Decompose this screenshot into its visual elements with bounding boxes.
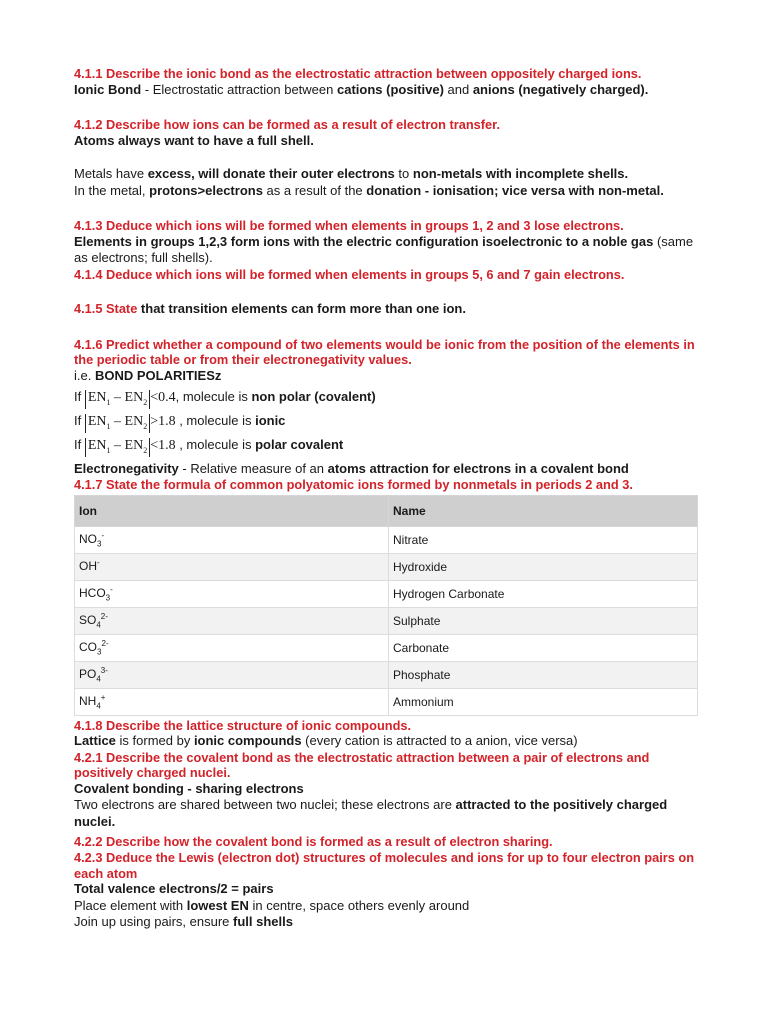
ion-formula-base: HCO xyxy=(79,585,106,600)
text-bold: BOND POLARITIESz xyxy=(94,368,222,384)
text-fragment: Two electrons are shared between two nuclei; these electrons are xyxy=(74,797,456,813)
ion-formula-base: CO xyxy=(79,639,97,654)
text-bold: ionic compounds xyxy=(193,733,302,749)
electronegativity-definition xyxy=(74,461,708,478)
text-fragment: If xyxy=(74,436,85,452)
threshold-value: <0.4 xyxy=(150,389,176,405)
heading-4-1-7: 4.1.7 State the formula of common polyatomic ions formed by nonmetals in periods 2 and 3. xyxy=(74,477,633,493)
formula-ionic xyxy=(74,409,708,433)
ion-charge: 2- xyxy=(100,611,108,621)
en-symbol: EN xyxy=(87,437,107,453)
text-bold: donation - ionisation; vice versa with non-metal. xyxy=(366,182,664,198)
ion-name-cell: Hydrogen Carbonate xyxy=(389,580,698,607)
ion-formula-base: NO xyxy=(79,531,97,546)
minus: – xyxy=(110,413,125,429)
en-sub: 2 xyxy=(143,445,148,455)
text-fragment: - Electrostatic attraction between xyxy=(141,81,337,97)
table-row xyxy=(75,526,698,553)
en-sub: 2 xyxy=(143,421,148,431)
text-bold: excess, will donate their outer electrons xyxy=(147,166,395,182)
en-sub: 1 xyxy=(106,397,111,407)
term-ionic-bond: Ionic Bond xyxy=(74,81,142,97)
valence-pairs-line xyxy=(74,881,708,898)
ion-name-cell: Sulphate xyxy=(389,607,698,634)
groups-123-text xyxy=(74,234,708,267)
heading-4-2-3: 4.2.3 Deduce the Lewis (electron dot) structures of molecules and ions for up to four electron pairs on each atom xyxy=(74,850,695,881)
text-bold: that transition elements can form more than one ion. xyxy=(137,301,466,317)
text-fragment: , molecule is xyxy=(175,388,252,404)
covalent-bonding-title xyxy=(74,781,708,798)
table-row xyxy=(75,553,698,580)
ion-charge: + xyxy=(100,692,106,702)
ion-charge: 2- xyxy=(101,638,109,648)
text-bold: full shells xyxy=(232,914,293,930)
text-fragment: , molecule is xyxy=(175,436,256,452)
table-header-row xyxy=(75,495,698,526)
ion-formula-base: PO xyxy=(79,666,97,681)
text-fragment: and xyxy=(443,81,473,97)
table-row xyxy=(75,607,698,634)
ion-formula-subscript: 3 xyxy=(97,647,102,657)
text-fragment: If xyxy=(74,388,85,404)
heading-4-1-2: 4.1.2 Describe how ions can be formed as a result of electron transfer. xyxy=(74,117,500,133)
text-fragment: Place element with xyxy=(74,897,187,913)
text-red: 4.1.5 State xyxy=(74,301,138,317)
formula-nonpolar xyxy=(74,385,708,409)
full-shell-line xyxy=(74,133,708,150)
text-bold: Atoms always want to have a full shell. xyxy=(74,132,314,148)
abs-en-difference xyxy=(85,390,150,410)
text-fragment: Metals have xyxy=(74,166,148,182)
ion-charge: - xyxy=(110,584,113,594)
ion-formula-base: SO xyxy=(79,612,97,627)
text-fragment: , molecule is xyxy=(175,412,256,428)
text-bold: Elements in groups 1,2,3 form ions with the electric configuration isoelectronic to a noble gas xyxy=(74,233,654,249)
abs-en-difference xyxy=(85,438,150,458)
covalent-bonding-text xyxy=(74,797,708,830)
ion-formula-subscript: 4 xyxy=(96,701,101,711)
ion-formula-cell xyxy=(75,661,389,688)
ion-name-cell: Carbonate xyxy=(389,634,698,661)
text-fragment: in centre, space others evenly around xyxy=(248,897,470,913)
table-row xyxy=(75,661,698,688)
abs-en-difference xyxy=(85,414,150,434)
ion-formula-subscript: 3 xyxy=(105,593,111,603)
heading-4-1-5 xyxy=(74,301,708,318)
text-bold: non polar (covalent) xyxy=(251,388,376,404)
text-bold: atoms attraction for electrons in a covalent bond xyxy=(327,460,629,476)
table-body xyxy=(75,526,698,715)
text-bold: Lattice xyxy=(74,733,116,749)
minus: – xyxy=(110,389,125,405)
text-bold: protons>electrons xyxy=(149,182,263,198)
ion-formula-cell xyxy=(75,634,389,661)
ion-formula-subscript: 4 xyxy=(96,674,101,684)
formula-polar-covalent xyxy=(74,433,708,457)
ion-formula-base: OH xyxy=(79,558,97,573)
ion-formula-cell xyxy=(75,607,389,634)
en-sub: 1 xyxy=(106,421,111,431)
table-row xyxy=(75,688,698,715)
ion-formula-cell xyxy=(75,526,389,553)
lattice-text xyxy=(74,733,708,750)
text-fragment: Join up using pairs, ensure xyxy=(74,914,233,930)
minus: – xyxy=(110,437,125,453)
table-row xyxy=(75,634,698,661)
column-header-name: Name xyxy=(389,495,698,526)
text-bold: Covalent bonding - sharing electrons xyxy=(74,780,304,796)
text-bold: ionic xyxy=(255,412,286,428)
threshold-value: <1.8 xyxy=(150,437,176,453)
text-bold: Electronegativity xyxy=(74,460,179,476)
text-fragment: In the metal, xyxy=(74,182,150,198)
heading-4-2-1: 4.2.1 Describe the covalent bond as the electrostatic attraction between a pair of electrons and positively charged nuclei. xyxy=(74,749,650,781)
ion-name-cell: Phosphate xyxy=(389,661,698,688)
ion-formula-subscript: 3 xyxy=(97,539,102,549)
text-fragment: to xyxy=(394,166,413,182)
text-fragment: (same as electrons; full shells). xyxy=(74,233,694,266)
text-bold: Total valence electrons/2 = pairs xyxy=(74,881,274,897)
ion-formula-cell xyxy=(75,688,389,715)
ionic-bond-definition xyxy=(74,82,708,99)
heading-4-2-2: 4.2.2 Describe how the covalent bond is formed as a result of electron sharing. xyxy=(74,834,553,850)
polyatomic-ions-table xyxy=(74,495,698,716)
ion-charge: - xyxy=(97,557,100,567)
en-sub: 1 xyxy=(106,445,111,455)
en-symbol: EN xyxy=(124,413,144,429)
full-shells-line xyxy=(74,914,708,931)
bond-polarities-line xyxy=(74,368,708,385)
text-fragment: i.e. xyxy=(74,368,95,384)
en-symbol: EN xyxy=(124,389,144,405)
ion-formula-base: NH xyxy=(79,693,97,708)
column-header-ion: Ion xyxy=(75,495,389,526)
ion-formula-cell xyxy=(75,553,389,580)
en-symbol: EN xyxy=(124,437,144,453)
heading-4-1-1: 4.1.1 Describe the ionic bond as the electrostatic attraction between oppositely charged ions. xyxy=(74,66,642,81)
text-bold: attracted to the positively charged nuclei. xyxy=(74,797,668,829)
text-bold: cations (positive) xyxy=(336,81,444,97)
text-bold: non-metals with incomplete shells. xyxy=(412,166,629,182)
ion-name-cell: Nitrate xyxy=(389,526,698,553)
text-bold: polar covalent xyxy=(255,436,344,452)
text-fragment: as a result of the xyxy=(262,182,367,198)
ion-charge: - xyxy=(101,530,105,540)
heading-4-1-6: 4.1.6 Predict whether a compound of two elements would be ionic from the position of the elements in the periodic table or from their electronegativity values. xyxy=(74,336,695,368)
ion-formula-cell xyxy=(75,580,389,607)
ion-charge: 3- xyxy=(100,665,108,675)
text-fragment: If xyxy=(74,412,85,428)
heading-4-1-4: 4.1.4 Deduce which ions will be formed when elements in groups 5, 6 and 7 gain electrons. xyxy=(74,266,625,282)
text-bold: anions (negatively charged). xyxy=(472,81,649,97)
ion-formula-subscript: 4 xyxy=(96,620,101,630)
text-bold: lowest EN xyxy=(186,897,249,913)
en-symbol: EN xyxy=(87,389,107,405)
lowest-en-line xyxy=(74,898,708,915)
threshold-value: >1.8 xyxy=(150,413,176,429)
heading-4-1-3: 4.1.3 Deduce which ions will be formed when elements in groups 1, 2 and 3 lose electrons. xyxy=(74,218,624,234)
text-fragment: (every cation is attracted to a anion, vice versa) xyxy=(301,733,578,749)
ion-name-cell: Ammonium xyxy=(389,688,698,715)
table-row xyxy=(75,580,698,607)
electron-transfer-paragraph xyxy=(74,166,708,199)
text-fragment: - Relative measure of an xyxy=(178,460,328,476)
heading-4-1-8: 4.1.8 Describe the lattice structure of ionic compounds. xyxy=(74,717,412,733)
ion-name-cell: Hydroxide xyxy=(389,553,698,580)
en-sub: 2 xyxy=(143,397,148,407)
text-fragment: is formed by xyxy=(115,733,194,749)
en-symbol: EN xyxy=(87,413,107,429)
